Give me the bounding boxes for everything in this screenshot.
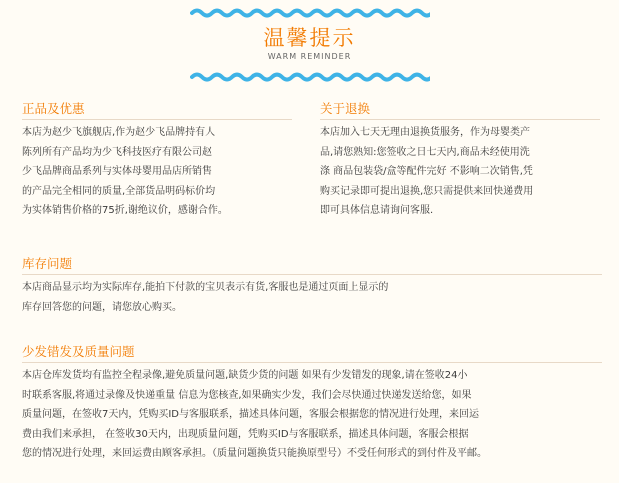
body-line: 陈列所有产品均为少飞科技医疗有限公司赵 — [22, 146, 212, 158]
section-body-genuine — [22, 123, 292, 221]
section-title-returns: 关于退换 — [320, 101, 371, 116]
section-returns — [320, 101, 600, 221]
section-body-quality — [22, 366, 602, 464]
body-line: 少飞品牌商品系列与实体母婴用品店所销售 — [22, 166, 212, 178]
section-quality — [22, 344, 602, 464]
page-subtitle: WARM REMINDER — [267, 52, 352, 61]
body-line: 费由我们来承担， 在签收30天内，出现质量问题，凭购买ID与客服联系，描述具体问题，客服会根据 — [22, 428, 469, 440]
section-divider — [22, 274, 602, 275]
body-line: 涤 商品包装袋/盒等配件完好 不影响二次销售,凭 — [320, 166, 533, 178]
body-line: 时联系客服,将通过录像及快递重量 信息为您核查,如果确实少发，我们会尽快通过快递发送给您，如果 — [22, 389, 472, 401]
section-body-stock — [22, 278, 602, 317]
section-divider — [22, 362, 602, 363]
body-line: 本店仓库发货均有监控全程录像,避免质量问题,缺货少货的问题 如果有少发错发的现象,请在签收24小 — [22, 370, 468, 381]
section-genuine — [22, 101, 292, 221]
body-line: 质量问题，在签收7天内，凭购买ID与客服联系，描述具体问题，客服会根据您的情况进行处理，来回运 — [22, 409, 480, 421]
section-stock — [22, 256, 602, 317]
body-line: 的产品完全相同的质量,全部货品明码标价均 — [22, 185, 216, 197]
wave-decoration-top — [190, 6, 430, 20]
body-line: 购买记录即可提出退换,您只需提供来回快递费用 — [320, 185, 534, 197]
body-line: 为实体销售价格的75折,谢绝议价，感谢合作。 — [22, 205, 228, 217]
body-line: 库存回答您的问题，请您放心购买。 — [22, 301, 182, 313]
section-title-stock: 库存问题 — [22, 256, 73, 271]
body-line: 本店商品显示均为实际库存,能拍下付款的宝贝表示有货,客服也是通过页面上显示的 — [22, 282, 389, 293]
body-line: 品,请您熟知:您签收之日七天内,商品未经使用洗 — [320, 146, 530, 158]
section-title-genuine: 正品及优惠 — [22, 101, 85, 116]
section-title-quality: 少发错发及质量问题 — [22, 344, 135, 359]
wave-decoration-bottom — [190, 70, 430, 84]
section-divider — [320, 119, 600, 120]
section-body-returns — [320, 123, 600, 221]
body-line: 本店加入七天无理由退换货服务，作为母婴类产 — [320, 127, 530, 138]
body-line: 即可具体信息请询问客服. — [320, 205, 434, 217]
page-title: 温馨提示 — [263, 26, 356, 50]
body-line: 您的情况进行处理，来回运费由顾客承担。（质量问题换货只能换原型号）不受任何形式的到付件及平邮。 — [22, 448, 487, 460]
body-line: 本店为赵少飞旗舰店,作为赵少飞品牌持有人 — [22, 127, 216, 138]
section-divider — [22, 119, 292, 120]
